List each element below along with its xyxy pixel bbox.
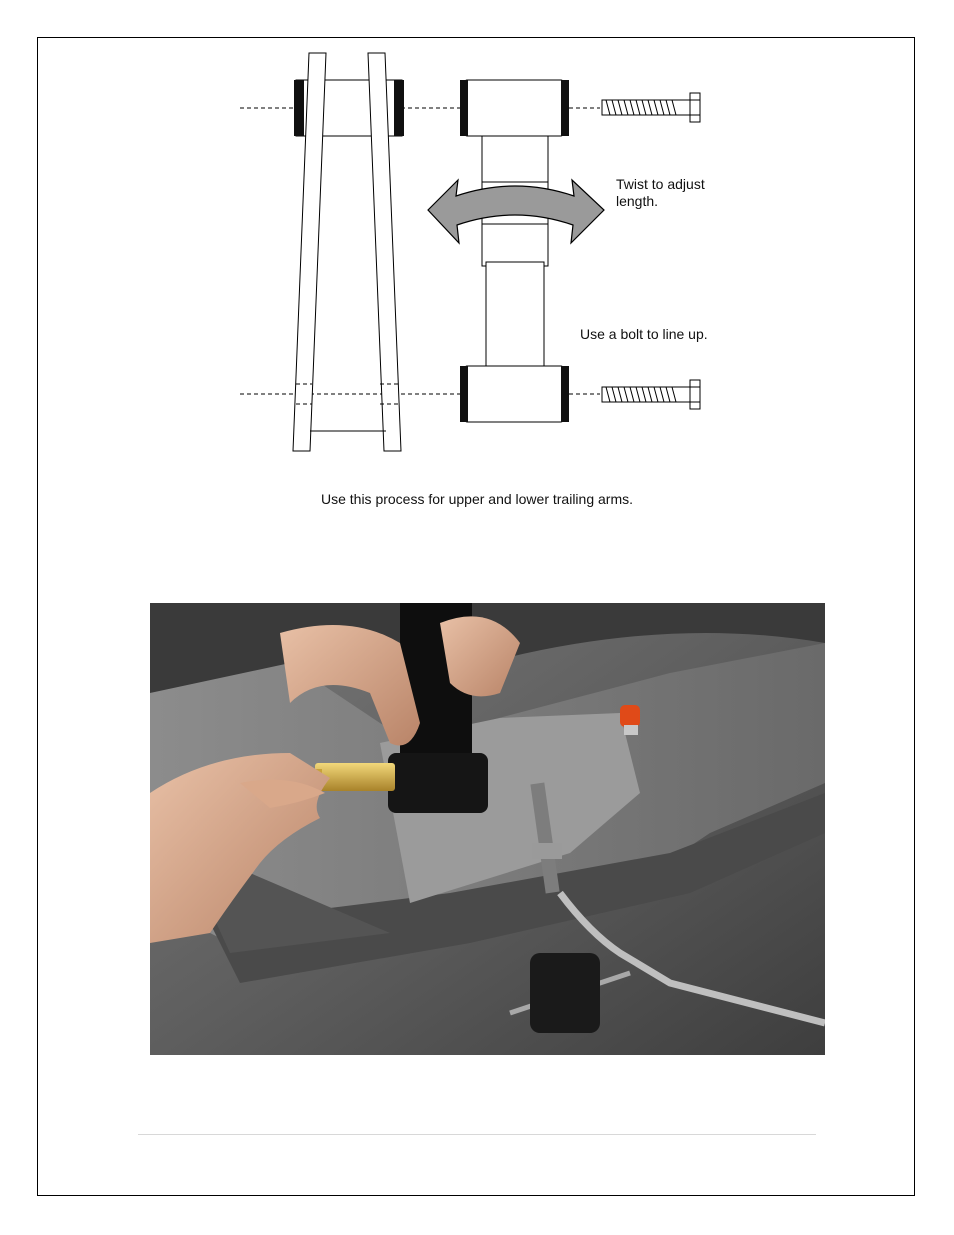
lower-bolt-icon [602, 380, 700, 409]
upper-bolt-icon [602, 93, 700, 122]
installation-photo [150, 603, 825, 1055]
frame-bracket [293, 53, 404, 451]
twist-instruction-label: Twist to adjust length. [616, 176, 705, 209]
bolt-instruction-label: Use a bolt to line up. [580, 326, 708, 342]
adjustable-arm [460, 80, 569, 422]
diagram-caption: Use this process for upper and lower trailing arms. [320, 491, 634, 507]
trailing-arm-diagram [230, 45, 730, 465]
footer-divider [138, 1134, 816, 1135]
installation-photo-illustration [150, 603, 825, 1055]
